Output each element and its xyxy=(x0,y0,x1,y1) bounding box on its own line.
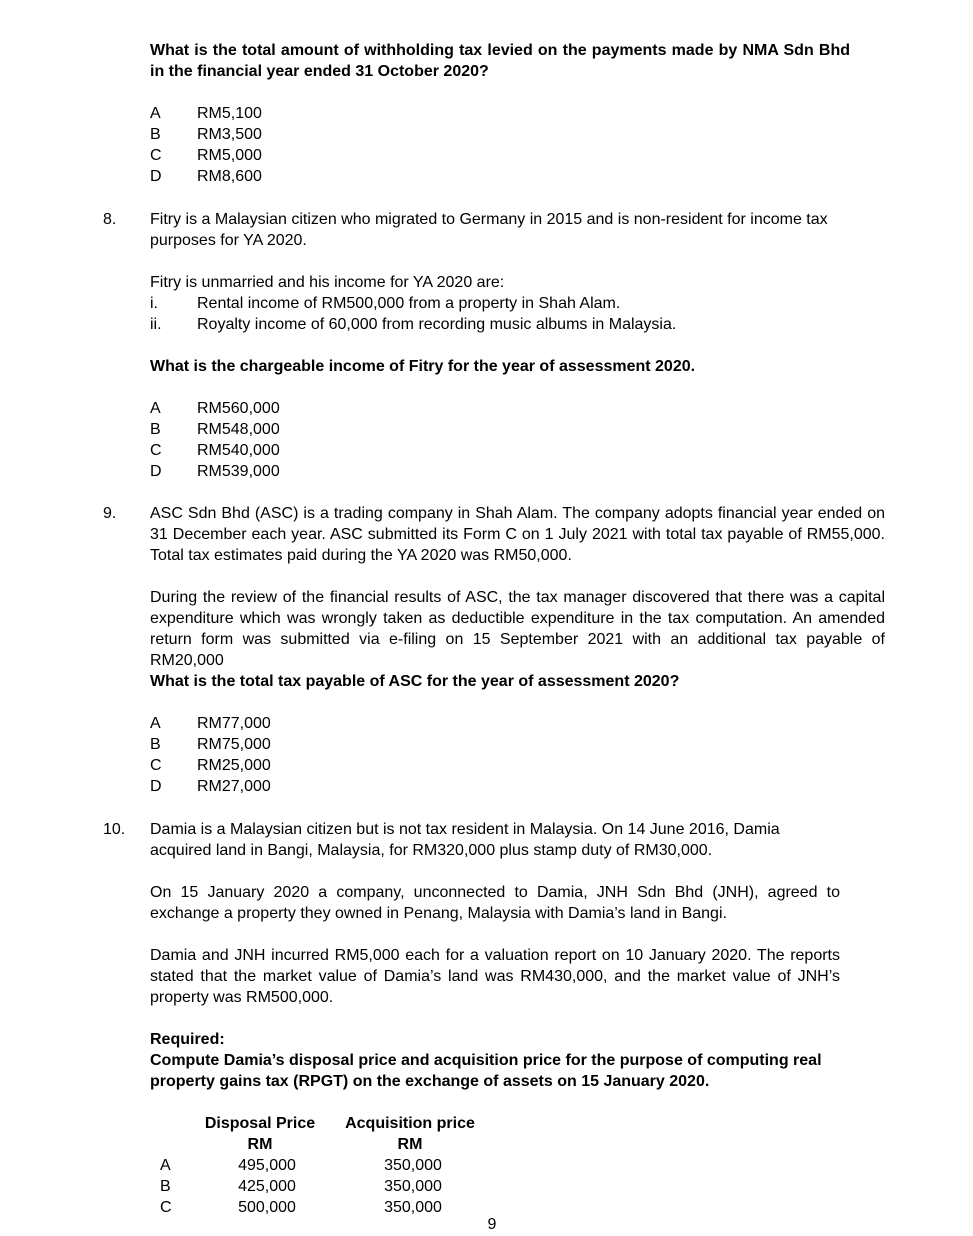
option-letter: C xyxy=(150,147,162,164)
option-letter: A xyxy=(150,105,161,122)
option-value: RM540,000 xyxy=(197,442,280,459)
q8-question: What is the chargeable income of Fitry for the year of assessment 2020. xyxy=(150,358,696,375)
option-value: RM5,100 xyxy=(197,105,262,122)
row-acquisition: 350,000 xyxy=(384,1199,442,1216)
q9-number: 9. xyxy=(103,505,117,522)
q10-para2: On 15 January 2020 a company, unconnected to Damia, JNH Sdn Bhd (JNH), agreed to exchange a property they owned in Penang, Malaysia with Damia’s land in Bangi. xyxy=(150,884,840,922)
q9-para1: ASC Sdn Bhd (ASC) is a trading company in Shah Alam. The company adopts financial year ended on 31 December each year. ASC submitted its Form C on 1 July 2021 with total tax payable of RM55,000. Total tax estimates paid during the YA 2020 was RM50,000. xyxy=(150,505,885,564)
option-value: RM77,000 xyxy=(197,715,271,732)
row-letter: B xyxy=(160,1178,171,1195)
page-number: 9 xyxy=(487,1216,497,1233)
table-unit-disposal: RM xyxy=(247,1136,273,1153)
option-value: RM539,000 xyxy=(197,463,280,480)
option-letter: A xyxy=(150,400,161,417)
table-unit-acquisition: RM xyxy=(397,1136,423,1153)
row-disposal: 425,000 xyxy=(238,1178,296,1195)
option-letter: D xyxy=(150,463,162,480)
q10-required-label: Required: xyxy=(150,1031,225,1048)
option-value: RM75,000 xyxy=(197,736,271,753)
option-letter: A xyxy=(150,715,161,732)
row-disposal: 495,000 xyxy=(238,1157,296,1174)
item-marker: i. xyxy=(150,295,158,312)
row-disposal: 500,000 xyxy=(238,1199,296,1216)
option-letter: C xyxy=(150,757,162,774)
q8-lead: Fitry is unmarried and his income for YA 2020 are: xyxy=(150,274,505,291)
item-marker: ii. xyxy=(150,316,162,333)
option-letter: D xyxy=(150,168,162,185)
item-text: Royalty income of 60,000 from recording music albums in Malaysia. xyxy=(197,316,677,333)
option-value: RM27,000 xyxy=(197,778,271,795)
row-acquisition: 350,000 xyxy=(384,1157,442,1174)
option-letter: B xyxy=(150,126,161,143)
option-value: RM25,000 xyxy=(197,757,271,774)
option-value: RM8,600 xyxy=(197,168,262,185)
table-header-acquisition: Acquisition price xyxy=(345,1115,475,1132)
table-header-disposal: Disposal Price xyxy=(204,1115,316,1132)
q9-question: What is the total tax payable of ASC for the year of assessment 2020? xyxy=(150,673,680,690)
q8-intro: Fitry is a Malaysian citizen who migrated to Germany in 2015 and is non-resident for income tax purposes for YA 2020. xyxy=(150,211,828,249)
option-letter: B xyxy=(150,421,161,438)
option-letter: B xyxy=(150,736,161,753)
q10-required-text: Compute Damia’s disposal price and acquisition price for the purpose of computing real property gains tax (RPGT) on the exchange of assets on 15 January 2020. xyxy=(150,1052,822,1090)
q10-para1: Damia is a Malaysian citizen but is not tax resident in Malaysia. On 14 June 2016, Damia acquired land in Bangi, Malaysia, for RM320,000 plus stamp duty of RM30,000. xyxy=(150,821,780,859)
option-value: RM3,500 xyxy=(197,126,262,143)
row-letter: C xyxy=(160,1199,172,1216)
row-letter: A xyxy=(160,1157,171,1174)
option-value: RM5,000 xyxy=(197,147,262,164)
option-value: RM548,000 xyxy=(197,421,280,438)
q8-number: 8. xyxy=(103,211,117,228)
item-text: Rental income of RM500,000 from a property in Shah Alam. xyxy=(197,295,621,312)
row-acquisition: 350,000 xyxy=(384,1178,442,1195)
option-letter: D xyxy=(150,778,162,795)
q7-question: What is the total amount of withholding tax levied on the payments made by NMA Sdn Bhd in the financial year ended 31 October 2020? xyxy=(150,42,850,80)
q10-number: 10. xyxy=(103,821,126,838)
q9-para2: During the review of the financial results of ASC, the tax manager discovered that there was a capital expenditure which was wrongly taken as deductible expenditure in the tax computation. An amended return form was submitted via e-filing on 15 September 2021 with an additional tax payable of RM20,000 xyxy=(150,589,885,669)
q10-para3: Damia and JNH incurred RM5,000 each for a valuation report on 10 January 2020. The reports stated that the market value of Damia’s land was RM430,000, and the market value of JNH’s property was RM500,000. xyxy=(150,947,840,1006)
option-value: RM560,000 xyxy=(197,400,280,417)
option-letter: C xyxy=(150,442,162,459)
